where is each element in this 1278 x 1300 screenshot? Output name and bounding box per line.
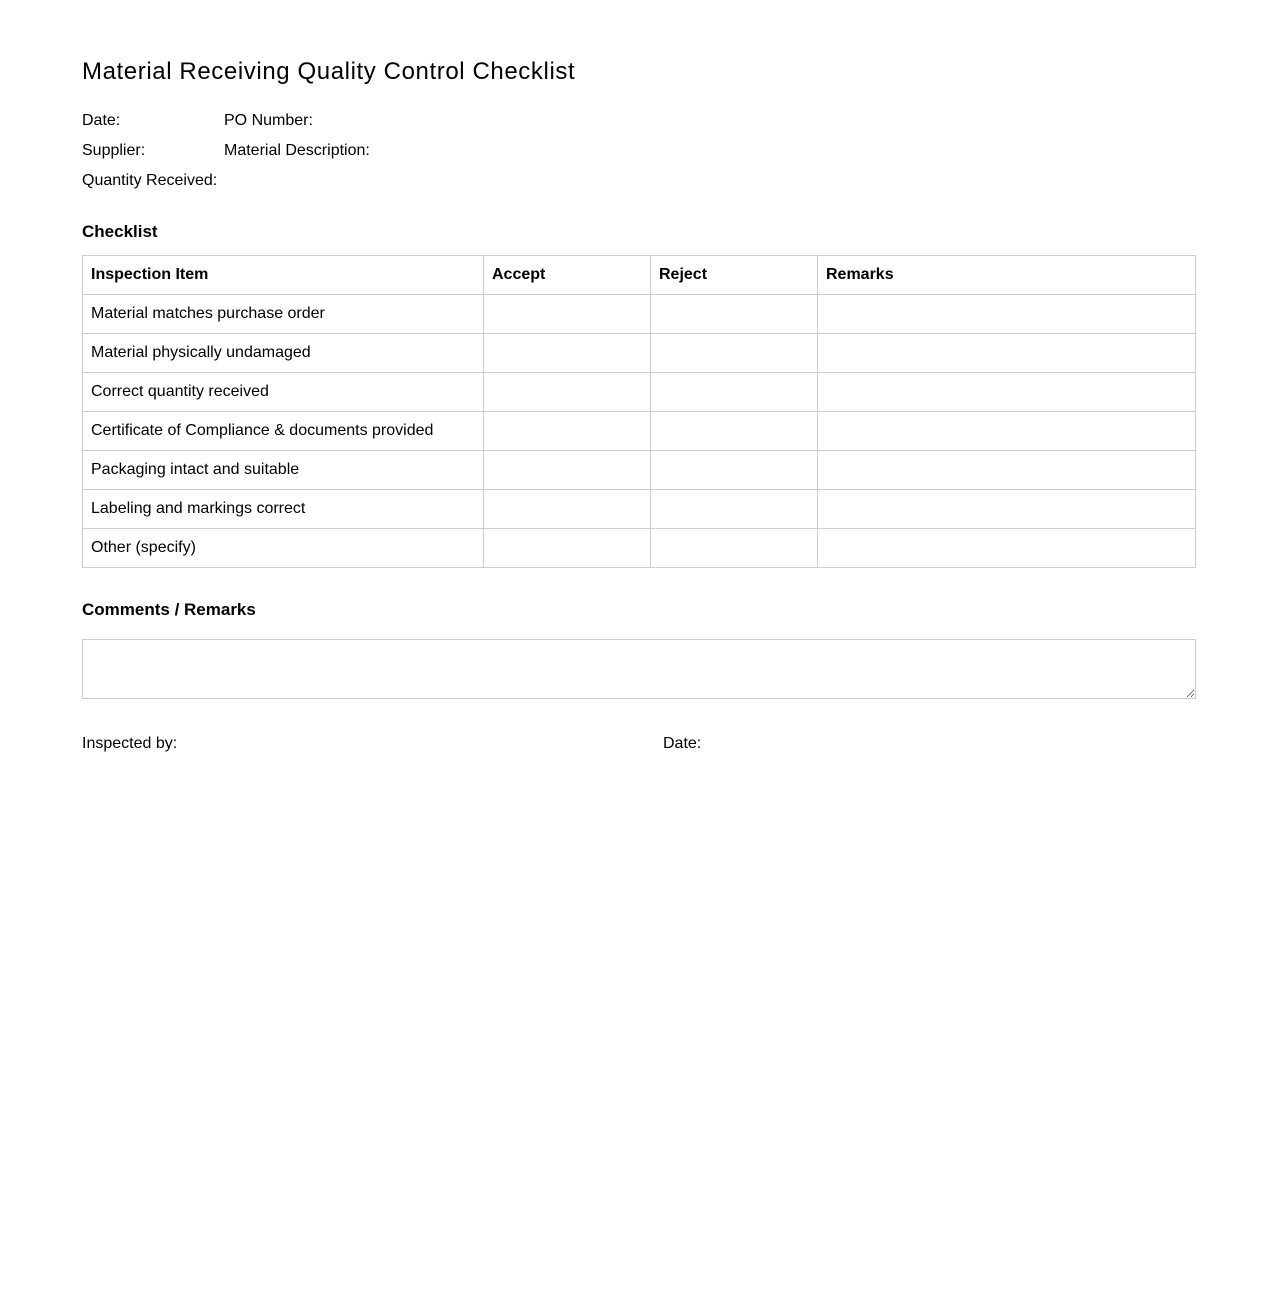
- column-header-reject: Reject: [651, 256, 818, 295]
- table-row: [83, 295, 1196, 334]
- reject-cell[interactable]: [651, 373, 818, 412]
- inspected-by-label: Inspected by:: [82, 735, 178, 752]
- accept-cell[interactable]: [484, 295, 651, 334]
- table-row: [83, 334, 1196, 373]
- accept-cell[interactable]: [484, 373, 651, 412]
- table-row: [83, 412, 1196, 451]
- table-row: [83, 490, 1196, 529]
- checklist-heading: Checklist: [82, 222, 158, 241]
- accept-cell[interactable]: [484, 334, 651, 373]
- reject-cell[interactable]: [651, 451, 818, 490]
- remarks-cell[interactable]: [818, 412, 1196, 451]
- column-header-remarks: Remarks: [818, 256, 1196, 295]
- inspection-item-cell: Certificate of Compliance & documents provided: [83, 412, 484, 451]
- column-header-accept: Accept: [484, 256, 651, 295]
- table-row: [83, 373, 1196, 412]
- remarks-cell[interactable]: [818, 373, 1196, 412]
- reject-cell[interactable]: [651, 529, 818, 568]
- page-title: Material Receiving Quality Control Checklist: [82, 58, 576, 85]
- quantity-received-label: Quantity Received:: [82, 172, 218, 189]
- reject-cell[interactable]: [651, 334, 818, 373]
- table-row: [83, 529, 1196, 568]
- inspection-item-cell: Material matches purchase order: [83, 295, 484, 334]
- accept-cell[interactable]: [484, 412, 651, 451]
- signoff-date-label: Date:: [663, 735, 702, 752]
- accept-cell[interactable]: [484, 490, 651, 529]
- supplier-label: Supplier:: [82, 142, 146, 159]
- po-number-label: PO Number:: [224, 112, 313, 129]
- remarks-cell[interactable]: [818, 529, 1196, 568]
- remarks-cell[interactable]: [818, 490, 1196, 529]
- reject-cell[interactable]: [651, 490, 818, 529]
- accept-cell[interactable]: [484, 451, 651, 490]
- table-row: [83, 451, 1196, 490]
- comments-heading: Comments / Remarks: [82, 600, 256, 619]
- inspection-item-cell: Packaging intact and suitable: [83, 451, 484, 490]
- inspection-item-cell: Other (specify): [83, 529, 484, 568]
- comments-textarea[interactable]: [82, 639, 1196, 699]
- reject-cell[interactable]: [651, 412, 818, 451]
- reject-cell[interactable]: [651, 295, 818, 334]
- remarks-cell[interactable]: [818, 295, 1196, 334]
- remarks-cell[interactable]: [818, 451, 1196, 490]
- table-header-row: [83, 256, 1196, 295]
- checklist-table: [82, 255, 1196, 568]
- inspection-item-cell: Material physically undamaged: [83, 334, 484, 373]
- remarks-cell[interactable]: [818, 334, 1196, 373]
- accept-cell[interactable]: [484, 529, 651, 568]
- inspection-item-cell: Correct quantity received: [83, 373, 484, 412]
- material-description-label: Material Description:: [224, 142, 370, 159]
- inspection-item-cell: Labeling and markings correct: [83, 490, 484, 529]
- date-label: Date:: [82, 112, 121, 129]
- column-header-inspection-item: Inspection Item: [83, 256, 484, 295]
